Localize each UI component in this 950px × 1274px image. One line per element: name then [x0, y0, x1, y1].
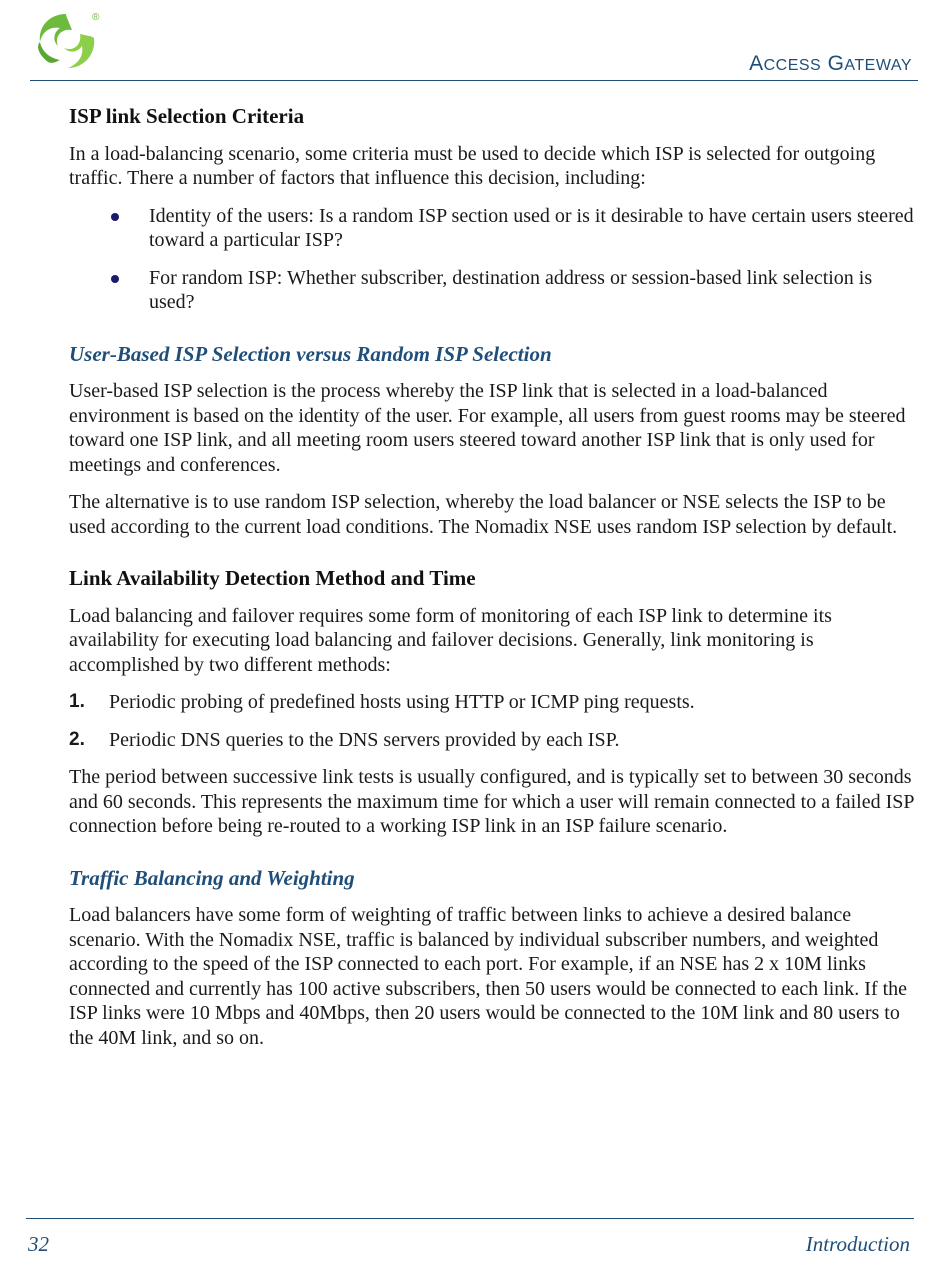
paragraph: The period between successive link tests is usually configured, and is typically set to between 30 seconds and 60 seconds. This represents the maximum time for which a user will remain connected to a failed ISP connection before being re-routed to a working ISP link in an ISP failure scenario.: [69, 766, 914, 837]
numbered-item: [69, 728, 914, 753]
header-initial-g: G: [827, 52, 845, 75]
footer-section-name: Introduction: [805, 1232, 910, 1256]
section-heading-link-availability: Link Availability Detection Method and Time: [69, 566, 476, 590]
numbered-item: [69, 690, 914, 715]
paragraph: Load balancers have some form of weighting of traffic between links to achieve a desired balance scenario. With the Nomadix NSE, traffic is balanced by individual subscriber numbers, and weighted according to the speed of the ISP connected to each port. For example, if an NSE has 2 x 10M links connected and currently has 100 active subscribers, then 50 users would be connected to each link. If the ISP links were 10 Mbps and 40Mbps, then 20 users would be connected to the 10M link and 80 users to the 40M link, and so on.: [69, 904, 908, 1049]
svg-text:®: ®: [92, 12, 100, 23]
footer-divider: [26, 1218, 914, 1219]
swirl-logo-icon: [28, 6, 108, 76]
subsection-heading-user-based: User-Based ISP Selection versus Random ISP Selection: [69, 341, 552, 366]
bullet-item: For random ISP: Whether subscriber, destination address or session-based link selection is used?: [69, 266, 914, 315]
paragraph: The alternative is to use random ISP selection, whereby the load balancer or NSE selects the ISP to be used according to the current load conditions. The Nomadix NSE uses random ISP selection by default.: [69, 491, 898, 538]
running-header-title: [749, 52, 912, 76]
header-divider: [30, 80, 918, 81]
paragraph: User-based ISP selection is the process whereby the ISP link that is selected in a load-balanced environment is based on the identity of the user. For example, all users from guest rooms may be steered toward one ISP link, and all meeting room users steered toward another ISP link that is only used for meetings and conferences.: [69, 380, 906, 476]
item-number: 1.: [69, 691, 85, 712]
section-heading-isp-link-selection: ISP link Selection Criteria: [69, 104, 305, 128]
bullet-item: Identity of the users: Is a random ISP section used or is it desirable to have certain users steered toward a particular ISP?: [69, 204, 914, 253]
page-number: 32: [28, 1232, 49, 1256]
item-text: Periodic probing of predefined hosts using HTTP or ICMP ping requests.: [109, 691, 695, 713]
item-number: 2.: [69, 728, 85, 750]
page-content: [69, 104, 914, 1063]
paragraph: In a load-balancing scenario, some criteria must be used to decide which ISP is selected for outgoing traffic. There a number of factors that influence this decision, including:: [69, 142, 876, 189]
nomadix-logo: [28, 6, 108, 76]
header-rest-a: CCESS: [763, 57, 822, 74]
subsection-heading-traffic-balancing: Traffic Balancing and Weighting: [69, 865, 355, 890]
item-text: Periodic DNS queries to the DNS servers provided by each ISP.: [109, 728, 620, 751]
bullet-list: [69, 204, 914, 315]
header-initial-a: A: [749, 52, 764, 75]
paragraph: Load balancing and failover requires some form of monitoring of each ISP link to determine its availability for executing load balancing and failover decisions. Generally, link monitoring is accomplished by two different methods:: [69, 604, 832, 676]
numbered-list: [69, 690, 914, 752]
header-rest-g: ATEWAY: [844, 57, 912, 74]
